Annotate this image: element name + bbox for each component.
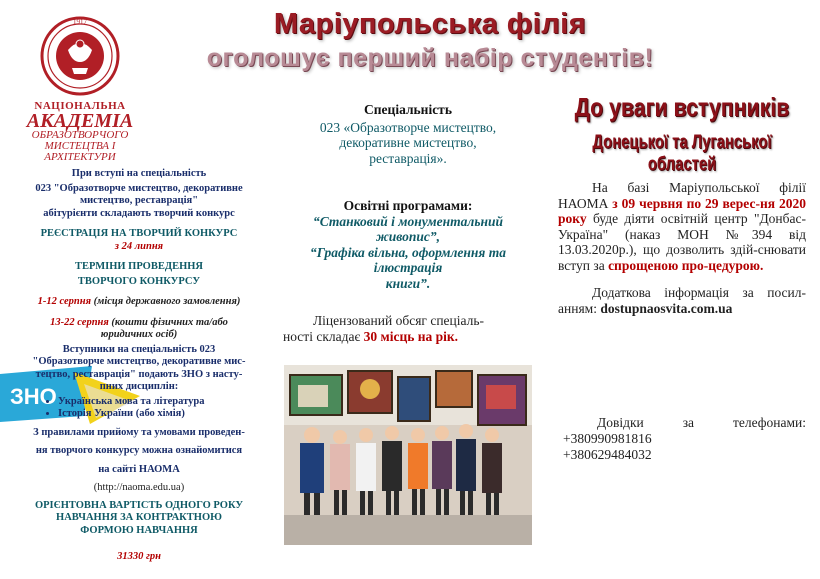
page-subtitle: оголошує перший набір студентів! [206,44,654,72]
zno-line3: тецтво, реставрація" подають ЗНО з насту- [35,368,243,380]
cost-line2: НАВЧАННЯ ЗА КОНТРАКТНОЮ [56,512,222,523]
logo-line2: AКАДЕМІА [26,110,134,132]
tuition-price: 31330 грн [117,551,161,562]
phone-number-2[interactable]: +380629484032 [563,447,652,462]
notice-title: До уваги вступників [574,92,790,122]
rules-line1: З правилами прийому та умовами проведен- [33,426,245,438]
intro-line4: абітурієнти складають творчий конкурс [43,207,235,219]
program-line3: “Графіка вільна, оформлення та [310,244,506,260]
intro-line1: При вступі на спеціальність [71,168,207,179]
phone-contacts [563,415,806,463]
date-contract: 13-22 серпня (кошти фізичних та/або [50,316,228,328]
zno-badge-label: ЗНО [10,384,57,409]
intro-line3: мистецтво, реставрація" [79,195,199,206]
zno-line4: пних дисциплін: [99,381,179,392]
program-line4: ілюстрація [373,260,443,275]
rules-line2: ня творчого конкурсу можна ознайомитися [35,445,243,456]
specialty-line1: 023 «Образотворче мистецтво, [319,119,497,135]
list-item: • Історія України (або хімія) [58,408,278,421]
logo-line3: ОБРАЗОТВОРЧОГО [31,129,129,141]
list-item: • Українська мова та література [58,396,278,409]
dostupnaosvita-link[interactable]: dostupnaosvita.com.ua [600,300,733,316]
phones-heading: Довідки за телефонами: [597,415,806,430]
left-column [0,168,278,566]
zno-line2: "Образотворче мистецтво, декоративне мис- [32,356,246,367]
group-photo [284,365,532,545]
terms-heading-2: ТВОРЧОГО КОНКУРСУ [77,275,201,287]
naoma-site-link[interactable]: (http://naoma.edu.ua) [93,482,185,493]
intro-line2: 023 "Образотворче мистецтво, декоративне [35,182,243,194]
additional-info: Додаткова інформація за посил-анням: dostupnaosvita.com.ua [558,285,806,316]
right-column [558,180,806,328]
registration-date: з 24 липня [114,240,164,252]
registration-heading: РЕЄСТРАЦІЯ НА ТВОРЧИЙ КОНКУРС [40,228,238,239]
page-title: Маріупольська філія [273,8,587,40]
middle-column [283,102,533,344]
notice-subtitle: Донецької та Луганської областей [592,132,772,175]
specialty-line2: декоративне мистецтво, [339,135,477,150]
logo-line4: МИСТЕЦТВА І [44,140,116,152]
cost-line1: ОРІЄНТОВНА ВАРТІСТЬ ОДНОГО РОКУ [34,499,244,511]
license-line2: ності складає 30 місць на рік. [283,328,459,344]
cost-line3: ФОРМОЮ НАВЧАННЯ [80,524,198,536]
specialty-line3: реставрація». [369,150,447,166]
license-line1: Ліцензований обсяг спеціаль- [313,313,485,328]
programs-title: Освітні програмами: [343,198,473,213]
notice-paragraph: На базі Маріупольської філії НАОМА з 09 червня по 29 верес-ня 2020 року буде діяти освітній центр "Донбас-Україна" (наказ МОН №394 від 13.03.2020р.), що дозволить здій-снювати вступ за спрощеною про-цедурою. [558,180,806,273]
logo-line1: NAЦІОНАЛЬНА [34,100,126,112]
academy-name [22,100,138,163]
logo-line5: АРХІТЕКТУРИ [44,151,116,163]
program-line2: живопис”, [375,229,441,244]
zno-line1: Вступники на спеціальність 023 [62,343,216,355]
zno-subjects-list [0,396,278,421]
rules-line3: на сайті НАОМА [98,463,180,475]
phone-number-1[interactable]: +380990981816 [563,431,652,446]
program-line1: “Станковий і монументальний [312,213,504,229]
terms-heading-1: ТЕРМІНИ ПРОВЕДЕННЯ [74,261,203,272]
specialty-title: Спеціальність [364,102,452,117]
date-contract-note: юридичних осіб) [100,329,178,340]
logo-year: 1917 [73,18,87,26]
date-state-order: 1-12 серпня (місця державного замовлення) [37,296,241,307]
program-line5: книги”. [385,275,431,291]
